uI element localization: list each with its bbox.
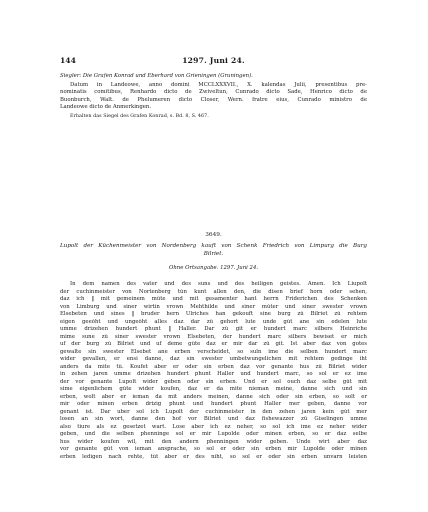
sealer-line: Siegler: Die Grafen Konrad und Eberhard von Grieningen (Gruningen). [60,73,253,79]
text-line: in zehen jaren umme drizehen hundert phunt Haller und hundert marc, so sol er ez ime [60,371,367,377]
document-text [60,281,367,461]
document-number: 3649. [205,232,222,238]
text-line: genant ist. Dar uber sol ich Lupolt der cuchinmeister in den zehen jaren kein gůt mer [60,408,367,415]
text-line: der vor genante Lupolt wider geben oder sin erben. Und er sol ouch daz selbe gůt mit [60,378,367,385]
text-line: anders da mite tů. Koufet aber er oder sin erben daz vor genante hus zů Bilriet wider [60,363,367,370]
text-line: wider gevallen, er ensi danne, daz sin swester umbetwungelichen mit rehtem gedinge iht [60,356,367,362]
text-line: losen an sin wort, danne den hof vor Bilriet und daz fishewazzer zů Giselingen umme [60,416,367,422]
previous-document-text [60,82,367,112]
text-line: hus wider koufen wil, mit den andern phenningen wider geben. Unde wirt aber daz [60,438,367,445]
text-line: eigen geeǒht und ungeǒht alles daz dar zů gehort lute unde gůt ane sin edelen lute [60,318,367,325]
text-line: erben, wolt aber er ieman da mit anders meinen, danne sich oder sin erben, so solt er [60,393,367,400]
previous-document-regest [60,73,367,81]
text-line: vor genante gůt von ieman ansprache, so sol er oder sin erben mir Lupolde oder minen [60,446,367,452]
text-line: erben ledigen nach rehte, tůt aber er des niht, so sol er oder sin erben unvarn leisten [60,453,367,460]
text-line: also tiure als ez gesetzet wart. Lose aber ich ez neher, so sol ich ime ez neher wider [60,423,367,430]
text-line: nominatis comitibus, Renhardo dicto de Zwiveltun, Cunrado dicto Sade, Henrico dicto de [60,89,367,95]
text-line: Elsebeten und sines ‖ bruder hern Ulriches han gekouft sine burg zů Bilriet zů rehtem [60,311,367,317]
text-line: sime eigenlichem gůte wider koufen, daz er da mite nieman meine, danne sich und sin [60,386,367,392]
text-line: geben, und die selben phenninge sol er mir Lupolde oder minen erben, so er daz selbe [60,431,367,437]
text-line: uf der burg zů Bilriet und uf deme gůte daz er mir dar zů git. Ist aber daz von gotes [60,341,367,347]
text-line: Buonburch, Walt. de Phelumeren dicto Closer, Wern. fratre eius, Cunrado ministro de [60,96,367,103]
text-line: In dem namen des vater und des suns und des heiligen geistes. Amen. Ich Liupolt [70,281,367,287]
text-line: umme drizehen hundert phunt ‖ Haller. Dar zů git er hundert marc silbers Heinriche [60,326,367,332]
text-line: gewalte sin swester Elsebet ane erben verscheidet, so suln ime die selben hundert marc [60,348,367,355]
document-regest [60,243,367,258]
text-line: Datum in Landeowe, anno domini MCCLXXXVII., X. kalendas Julii, presentibus pre- [70,81,367,88]
previous-document-note [60,113,367,120]
regest-line: Bilriet. [203,250,224,257]
regest-line: Lupolt der Küchenmeister von Nordenberg kauft von Schenk Friedrich von Limpurg die Burg [60,243,367,249]
document-date [60,265,367,273]
text-line: Landeowe dicto de Anmerkingen. [60,104,152,110]
seal-note: Erhalten das Siegel des Grafen Konrad, s. Bd. 8, S. 467. [70,113,209,119]
text-line: mir oder minen erben drizig phunt und hundert phunt Haller mer geben, danne vor [60,401,367,407]
date-line: Ohne Ortsangabe. 1297. Juni 24. [168,265,259,271]
text-line: der cuchinmeister von Nortenberg tůn kunt allen den, die disen brief horn oder sehen, [60,288,367,295]
text-line: von Limburg und siner wirtin vrown Mehthilde und siner můter und siner swester vrown [60,303,367,310]
text-line: mime sune zů siner swester vrown Elsebeten, der hundert marc silbers bewiset er mich [60,333,367,340]
page-number: 144 [60,56,76,65]
text-line: daz ich ‖ mit gemeinem můte und mit gesamenter hant herrn Friderichen des Schenken [60,296,367,302]
running-head [60,56,367,66]
running-title: 1297. Juni 24. [182,56,245,65]
